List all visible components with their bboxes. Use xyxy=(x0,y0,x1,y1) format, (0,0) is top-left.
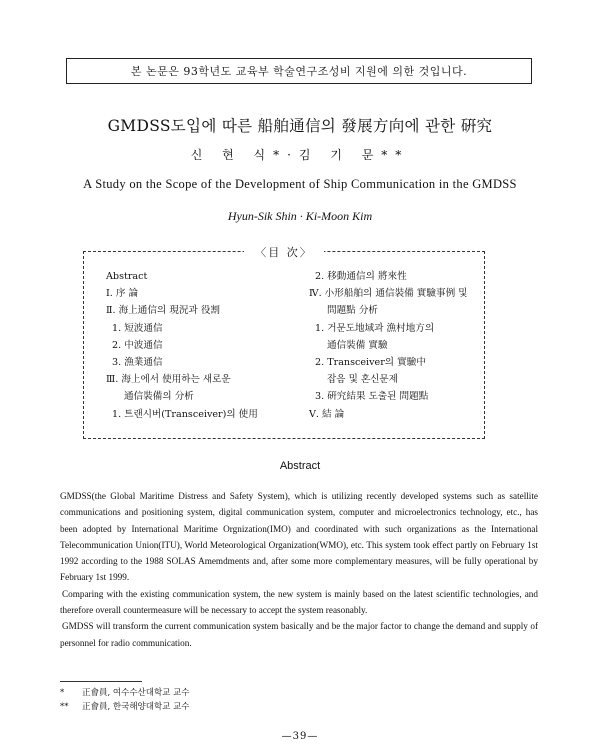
toc-item: Abstract xyxy=(106,271,148,282)
toc-item: 通信裝備의 分析 xyxy=(124,391,194,403)
toc-item: 2. 移動通信의 將來性 xyxy=(315,271,407,282)
abstract-paragraph: GMDSS(the Global Maritime Distress and Safety System), which is utilizing recently developed systems such as satellite communications and positioning system, digital communication system, computer and microelectronics technology, etc., has been adopted by International Maritime Orgnization(IMO) and coordinated with such organizations as the International Telecommunication Union(ITU), World Meteorological Organization(WMO), etc. This system took effect partly on February 1st 1992 according to the 1988 SOLAS Amemdments and, after some more complementary measures, will be fully operational by February 1st 1999. xyxy=(60,491,538,583)
footnote-text: 正會員, 한국해양대학교 교수 xyxy=(82,702,190,712)
toc-item: 1. 短波通信 xyxy=(112,322,163,334)
authors-english: Hyun-Sik Shin · Ki-Moon Kim xyxy=(227,209,373,223)
abstract-paragraph: GMDSS will transform the current communication system basically and be the major factor to change the demand and supply of personnel for radio communication. xyxy=(60,621,538,648)
toc-item: 3. 硏究結果 도출된 問題點 xyxy=(315,391,429,403)
toc-item: 2. Transceiver의 實驗中 xyxy=(315,357,426,369)
footnote-text: 正會員, 여수수산대학교 교수 xyxy=(82,688,190,698)
funding-note: 본 논문은 93학년도 교육부 학술연구조성비 지원에 의한 것입니다. xyxy=(130,65,468,78)
toc-item: 3. 漁業通信 xyxy=(112,357,163,369)
footnote xyxy=(60,700,190,714)
toc-item: 1. 거문도地域과 漁村地方의 xyxy=(315,322,435,334)
toc-right-column xyxy=(309,268,468,423)
table-of-contents xyxy=(83,246,485,439)
authors-korean: 신 현 식*·김 기 문** xyxy=(190,148,410,162)
title-korean: GMDSS도입에 따른 船舶通信의 發展方向에 관한 硏究 xyxy=(107,117,493,135)
toc-item: Ⅴ. 結 論 xyxy=(309,408,345,420)
page-number: —39— xyxy=(281,731,319,742)
toc-item: Ⅲ. 海上에서 使用하는 새로운 xyxy=(106,374,231,386)
toc-heading: 〈目 次〉 xyxy=(244,244,324,260)
footnote-divider xyxy=(60,681,142,682)
title-english: A Study on the Scope of the Development of Ship Communication in the GMDSS xyxy=(83,177,517,191)
toc-item: Ⅱ. 海上通信의 現況과 役割 xyxy=(106,305,221,317)
toc-left-column xyxy=(106,268,258,423)
funding-note-box xyxy=(66,58,532,84)
toc-item: 1. 트랜시버(Transceiver)의 使用 xyxy=(112,408,258,420)
footnote-mark: * xyxy=(60,688,65,698)
footnote xyxy=(60,686,190,700)
toc-item: Ⅰ. 序 論 xyxy=(106,288,139,300)
toc-item: Ⅳ. 小形船舶의 通信裝備 實驗事例 및 xyxy=(309,288,468,300)
footnotes xyxy=(60,686,190,714)
toc-item: 2. 中波通信 xyxy=(112,339,163,351)
toc-item: 問題點 分析 xyxy=(327,305,379,317)
abstract-paragraph: Comparing with the existing communication system, the new system is mainly based on the latest scientific technologies, and therefore overall countermeasure will be necessary to accept the system reasonably. xyxy=(60,588,538,616)
toc-item: 通信裝備 實驗 xyxy=(327,339,388,351)
abstract-body xyxy=(60,488,538,651)
footnote-mark: ** xyxy=(60,702,69,712)
toc-item: 잡음 및 혼신문제 xyxy=(327,374,398,386)
abstract-heading: Abstract xyxy=(279,460,321,472)
